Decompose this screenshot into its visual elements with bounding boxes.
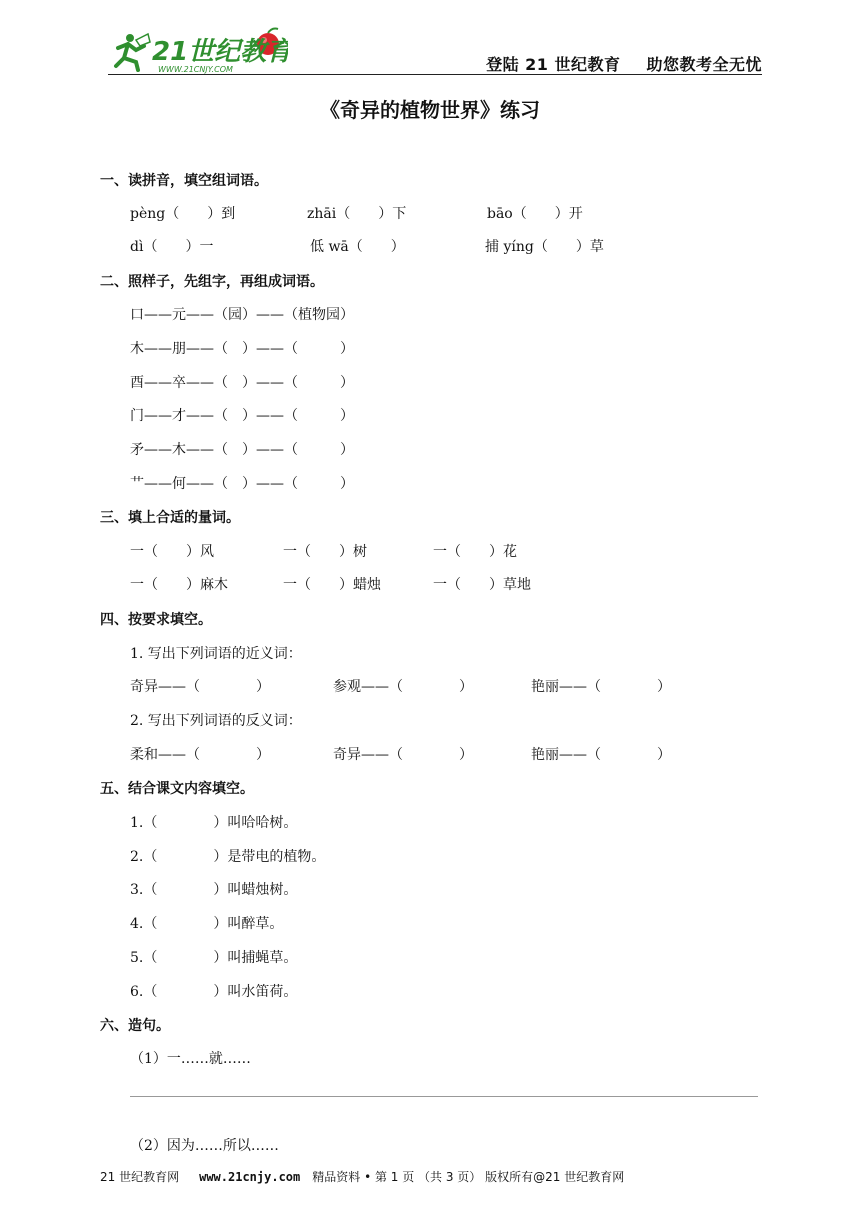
header-tagline [486, 52, 762, 75]
section-6-heading: 六、造句。 [100, 1018, 170, 1034]
pinyin-item: 低 wā（ ） [310, 239, 405, 255]
measure-word-item: 一（ ）花 [433, 544, 517, 560]
fill-item: 3.（ ）叫蜡烛树。 [130, 882, 298, 898]
section-5-heading: 五、结合课文内容填空。 [100, 781, 254, 797]
logo-subtext: WWW.21CNJY.COM [158, 65, 233, 74]
sentence-item: （2）因为……所以…… [130, 1138, 279, 1154]
compose-line: 门——才——（ ）——（ ） [130, 408, 354, 424]
pinyin-item: 捕 yíng（ ）草 [485, 239, 604, 255]
fill-item: 6.（ ）叫水笛荷。 [130, 984, 298, 1000]
antonym-item: 艳丽——（ ） [531, 747, 671, 763]
measure-word-item: 一（ ）风 [130, 544, 214, 560]
footer-info: 精品资料 • 第 1 页 （共 3 页） 版权所有@21 世纪教育网 [312, 1170, 625, 1184]
pinyin-item: dì（ ）一 [130, 239, 214, 255]
compose-line: 矛——木——（ ）——（ ） [130, 442, 354, 458]
header-tagline-login: 登陆 21 世纪教育 [486, 55, 621, 74]
footer [100, 1168, 624, 1185]
logo-text: 21世纪教育 [152, 37, 288, 67]
compose-line: 木——朋——（ ）——（ ） [130, 341, 354, 357]
synonym-instruction: 1. 写出下列词语的近义词： [130, 646, 302, 662]
pinyin-item: zhāi（ ）下 [307, 206, 407, 222]
measure-word-item: 一（ ）蜡烛 [283, 577, 381, 593]
antonym-item: 柔和——（ ） [130, 747, 270, 763]
section-4-heading: 四、按要求填空。 [100, 612, 212, 628]
section-3-heading: 三、填上合适的量词。 [100, 510, 240, 526]
synonym-item: 参观——（ ） [333, 679, 473, 695]
fill-item: 1.（ ）叫哈哈树。 [130, 815, 298, 831]
pinyin-item: pèng（ ）到 [130, 206, 236, 222]
synonym-item: 艳丽——（ ） [531, 679, 671, 695]
page-title: 《奇异的植物世界》练习 [320, 98, 540, 122]
header-tagline-slogan: 助您教考全无忧 [646, 55, 762, 74]
section-1-heading: 一、读拼音，填空组词语。 [100, 173, 268, 189]
antonym-item: 奇异——（ ） [333, 747, 473, 763]
logo-runner-icon [108, 26, 288, 76]
answer-line [130, 1096, 758, 1097]
logo [108, 26, 288, 76]
measure-word-item: 一（ ）树 [283, 544, 367, 560]
fill-item: 5.（ ）叫捕蝇草。 [130, 950, 298, 966]
measure-word-item: 一（ ）草地 [433, 577, 531, 593]
section-2-heading: 二、照样子，先组字，再组成词语。 [100, 274, 324, 290]
header-divider [108, 74, 762, 75]
pinyin-item: bāo（ ）开 [487, 206, 583, 222]
footer-brand: 21 世纪教育网 [100, 1170, 180, 1184]
synonym-item: 奇异——（ ） [130, 679, 270, 695]
footer-site-link[interactable]: www.21cnjy.com [199, 1170, 301, 1184]
antonym-instruction: 2. 写出下列词语的反义词： [130, 713, 302, 729]
compose-line: 艹——何——（ ）——（ ） [130, 476, 354, 492]
compose-line: 口——元——（园）——（植物园） [130, 307, 354, 323]
fill-item: 4.（ ）叫醉草。 [130, 916, 284, 932]
sentence-item: （1）一……就…… [130, 1051, 251, 1067]
fill-item: 2.（ ）是带电的植物。 [130, 849, 326, 865]
measure-word-item: 一（ ）麻木 [130, 577, 228, 593]
compose-line: 酉——卒——（ ）——（ ） [130, 375, 354, 391]
